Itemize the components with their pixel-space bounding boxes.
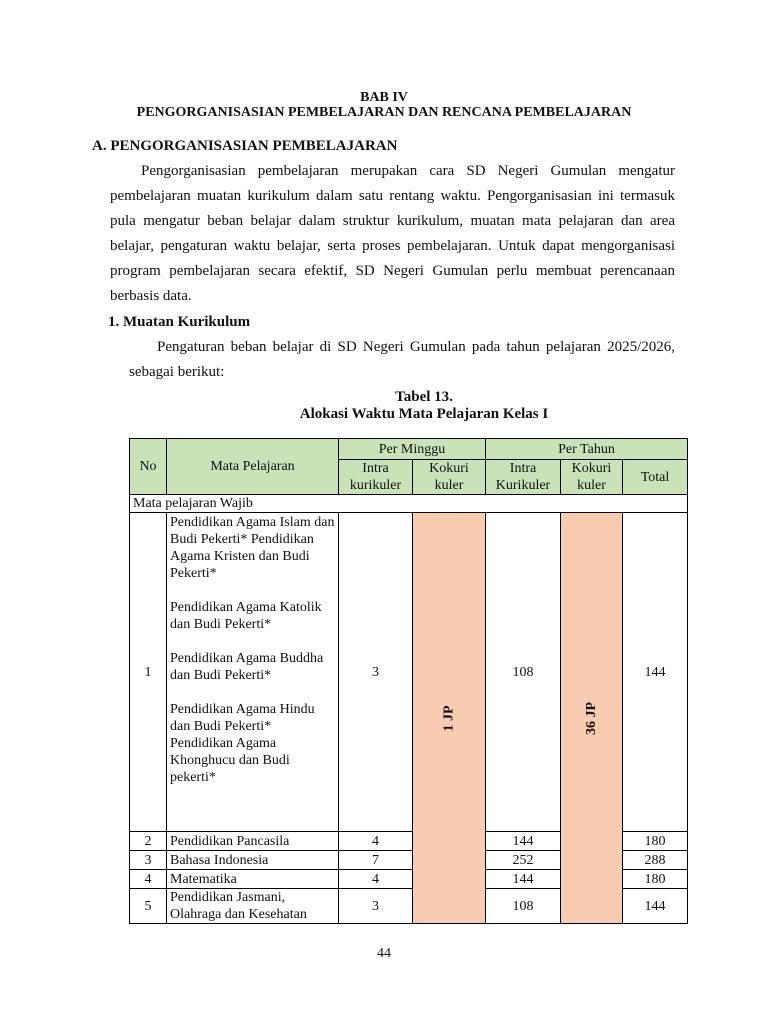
row-mapel: Matematika bbox=[167, 870, 339, 889]
allocation-table bbox=[129, 438, 688, 924]
row-intra-tahun: 108 bbox=[486, 889, 561, 924]
header-text: Kokuri bbox=[571, 461, 612, 476]
kokurikuler-per-minggu-cell bbox=[413, 513, 486, 924]
paragraph-line: berbasis data. bbox=[110, 288, 192, 304]
row-no: 2 bbox=[130, 832, 167, 851]
group-row bbox=[130, 495, 688, 513]
row-mapel: Pendidikan Pancasila bbox=[167, 832, 339, 851]
group-label: Mata pelajaran Wajib bbox=[130, 495, 688, 513]
row-intra-minggu: 7 bbox=[339, 851, 413, 870]
header-total: Total bbox=[623, 460, 688, 495]
header-mapel: Mata Pelajaran bbox=[167, 439, 339, 495]
paragraph-line: program pembelajaran secara efektif, SD Negeri Gumulan perlu membuat perencanaan bbox=[110, 263, 675, 279]
header-text: kuler bbox=[434, 478, 464, 493]
header-text: kurikuler bbox=[349, 478, 402, 493]
row-intra-minggu: 4 bbox=[339, 832, 413, 851]
kokurikuler-per-tahun-cell bbox=[561, 513, 623, 924]
subsection-paragraph bbox=[129, 335, 675, 385]
chapter-label: BAB IV bbox=[360, 90, 408, 105]
section-a-heading: A. PENGORGANISASIAN PEMBELAJARAN bbox=[92, 138, 398, 154]
paragraph-line: Pengorganisasian pembelajaran merupakan cara SD Negeri Gumulan mengatur bbox=[141, 163, 675, 179]
row-intra-tahun: 144 bbox=[486, 832, 561, 851]
paragraph-line: pembelajaran muatan kurikulum dalam satu rentang waktu. Pengorganisasian ini termasuk bbox=[110, 188, 675, 204]
kokurikuler-per-minggu: 1 JP bbox=[441, 704, 457, 732]
header-kokuri-tahun bbox=[561, 460, 623, 495]
row-total: 144 bbox=[623, 513, 688, 832]
row-intra-tahun: 252 bbox=[486, 851, 561, 870]
row-total: 144 bbox=[623, 889, 688, 924]
header-kokuri-minggu bbox=[413, 460, 486, 495]
header-row bbox=[130, 439, 688, 460]
subject-group: Pendidikan Agama Buddha dan Budi Pekerti* bbox=[170, 651, 324, 683]
row-no: 5 bbox=[130, 889, 167, 924]
header-intra-minggu bbox=[339, 460, 413, 495]
header-text: kuler bbox=[577, 478, 606, 493]
row-mapel bbox=[167, 513, 339, 832]
table-caption-number: Tabel 13. bbox=[395, 389, 453, 405]
page-number: 44 bbox=[377, 946, 391, 961]
subject-group: Pendidikan Agama Hindu dan Budi Pekerti* Pendidikan Agama Khonghucu dan Budi pekerti* bbox=[170, 702, 315, 785]
row-total: 288 bbox=[623, 851, 688, 870]
table-caption-title: Alokasi Waktu Mata Pelajaran Kelas I bbox=[299, 406, 549, 422]
row-no: 4 bbox=[130, 870, 167, 889]
row-intra-tahun: 108 bbox=[486, 513, 561, 832]
header-text: Kokuri bbox=[429, 461, 469, 476]
row-mapel: Bahasa Indonesia bbox=[167, 851, 339, 870]
row-intra-minggu: 3 bbox=[339, 513, 413, 832]
header-text: Kurikuler bbox=[495, 478, 551, 493]
paragraph-line: Pengaturan beban belajar di SD Negeri Gumulan pada tahun pelajaran 2025/2026, bbox=[157, 339, 675, 355]
subject-group: Pendidikan Agama Islam dan Budi Pekerti* Pendidikan Agama Kristen dan Budi Pekerti* bbox=[170, 515, 335, 581]
row-no: 1 bbox=[130, 513, 167, 832]
row-intra-minggu: 4 bbox=[339, 870, 413, 889]
subject-group: Pendidikan Agama Katolik dan Budi Pekerti* bbox=[170, 600, 322, 632]
header-per-minggu: Per Minggu bbox=[339, 439, 486, 460]
header-text: Intra bbox=[509, 461, 537, 476]
section-a-paragraph bbox=[110, 159, 675, 309]
header-intra-tahun bbox=[486, 460, 561, 495]
header-per-tahun: Per Tahun bbox=[486, 439, 688, 460]
row-no: 3 bbox=[130, 851, 167, 870]
paragraph-line: belajar, pengaturan waktu belajar, serta proses pembelajaran. Untuk dapat mengorganisasi bbox=[110, 238, 675, 254]
subsection-heading: 1. Muatan Kurikulum bbox=[108, 314, 251, 330]
row-intra-tahun: 144 bbox=[486, 870, 561, 889]
kokurikuler-per-tahun: 36 JP bbox=[584, 701, 599, 735]
paragraph-line: pula mengatur beban belajar dalam struktur kurikulum, muatan mata pelajaran dan area bbox=[110, 213, 675, 229]
chapter-title: PENGORGANISASIAN PEMBELAJARAN DAN RENCANA PEMBELAJARAN bbox=[136, 105, 632, 120]
row-total: 180 bbox=[623, 870, 688, 889]
table-row bbox=[130, 513, 688, 832]
row-total: 180 bbox=[623, 832, 688, 851]
row-intra-minggu: 3 bbox=[339, 889, 413, 924]
paragraph-line: sebagai berikut: bbox=[129, 364, 225, 380]
header-no: No bbox=[130, 439, 167, 495]
header-text: Intra bbox=[362, 461, 389, 476]
row-mapel: Pendidikan Jasmani, Olahraga dan Kesehatan bbox=[167, 889, 339, 924]
